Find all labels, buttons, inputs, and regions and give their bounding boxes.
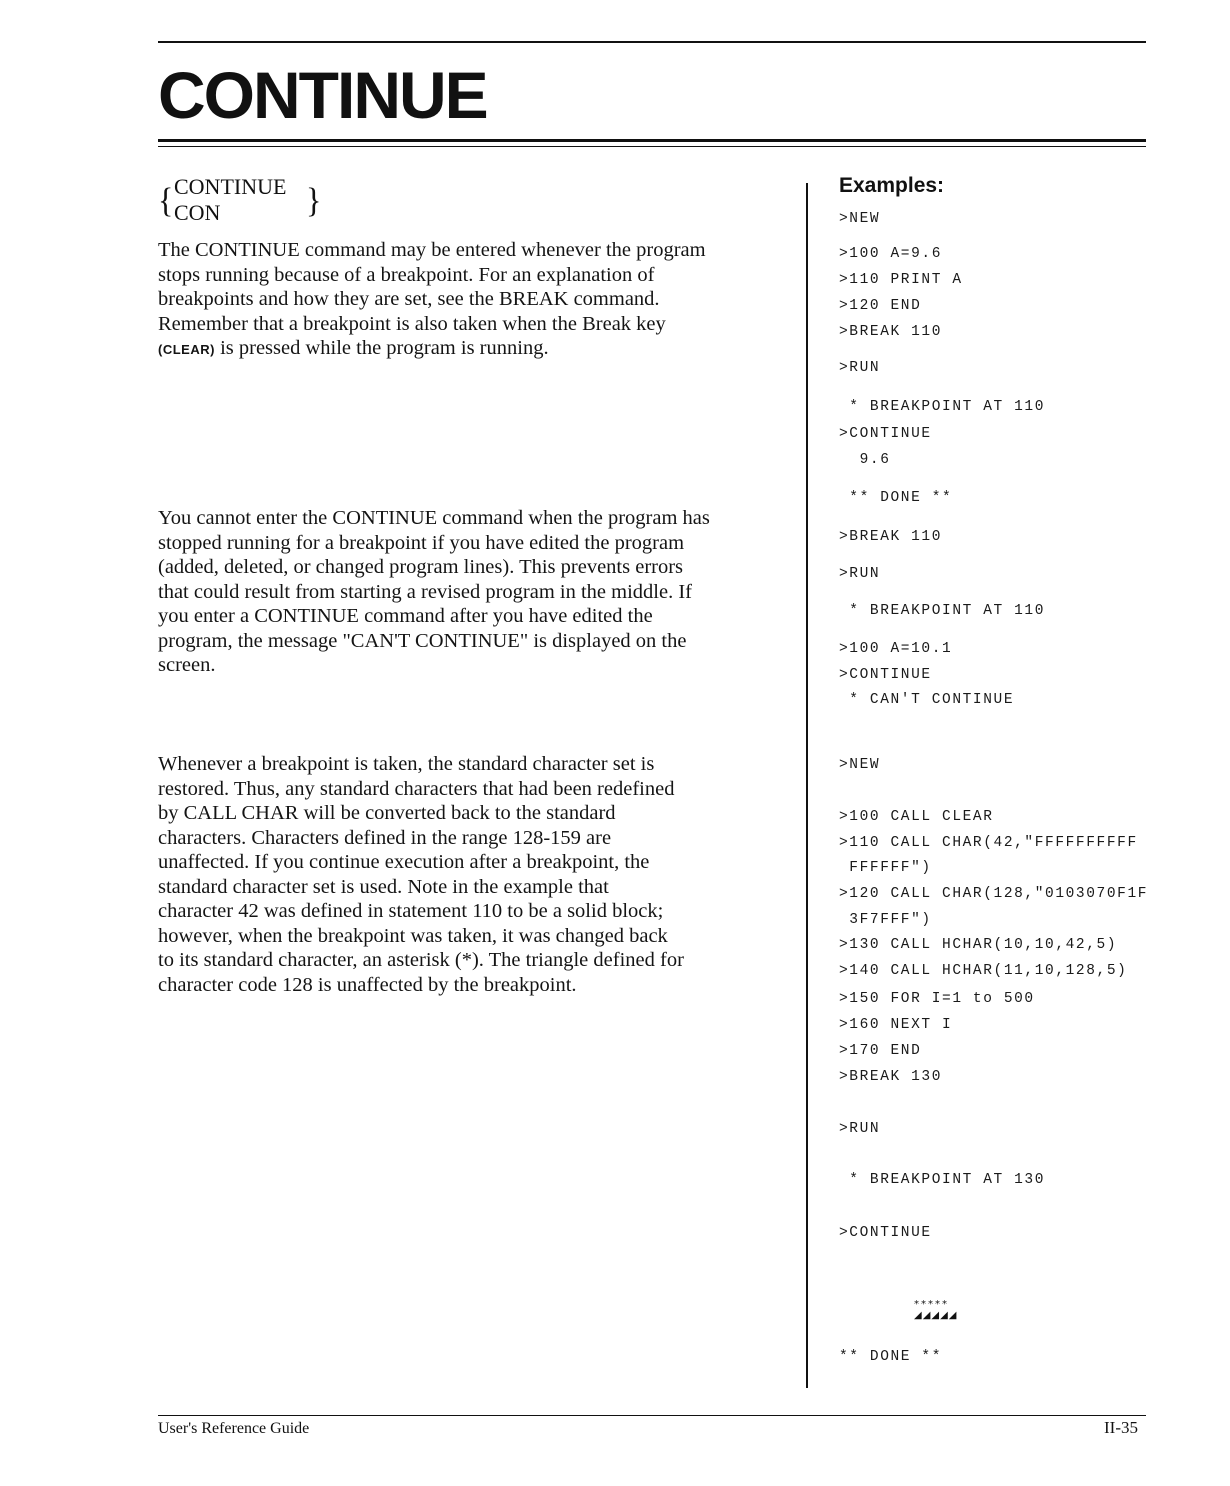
triangle-output-icon: ◢◢◢◢◢ <box>914 1310 958 1321</box>
examples-heading: Examples: <box>839 174 945 197</box>
text-line: is pressed while the program is running. <box>220 337 549 359</box>
code-line: >100 CALL CLEAR <box>839 809 994 825</box>
code-line: >NEW <box>839 757 881 773</box>
text-line: stops running because of a breakpoint. For an explanation of <box>158 263 655 286</box>
text-line: The CONTINUE command may be entered whenever the program <box>158 239 706 261</box>
code-line: * BREAKPOINT AT 110 <box>839 399 1046 415</box>
code-line: >BREAK 110 <box>839 529 943 545</box>
code-line: * CAN'T CONTINUE <box>839 692 1015 708</box>
clear-key-label: (CLEAR) <box>158 342 215 357</box>
paragraph-edit-restriction <box>158 506 796 678</box>
code-line: FFFFFF") <box>839 860 932 876</box>
code-line: >NEW <box>839 211 881 227</box>
top-rule <box>158 41 1146 43</box>
code-line: 9.6 <box>839 452 891 468</box>
code-line: >CONTINUE <box>839 426 932 442</box>
text-line: characters. Characters defined in the range 128-159 are <box>158 826 612 849</box>
syntax-block <box>158 172 328 230</box>
column-divider <box>806 183 808 1388</box>
right-brace-icon: } <box>306 180 322 220</box>
code-line: >BREAK 110 <box>839 324 943 340</box>
paragraph-character-set <box>158 752 796 997</box>
code-line: >140 CALL HCHAR(11,10,128,5) <box>839 963 1128 979</box>
code-line: >120 END <box>839 298 922 314</box>
footer-guide-title: User's Reference Guide <box>158 1420 310 1437</box>
text-line: that could result from starting a revised program in the middle. If <box>158 580 692 603</box>
code-line: >170 END <box>839 1043 922 1059</box>
title-rule-thin <box>158 146 1146 147</box>
text-line: stopped running for a breakpoint if you have edited the program <box>158 531 685 554</box>
text-line: screen. <box>158 654 216 676</box>
syntax-continue: CONTINUE <box>174 174 287 199</box>
code-line: >120 CALL CHAR(128,"0103070F1F <box>839 886 1149 902</box>
code-line: ** DONE ** <box>839 490 953 506</box>
code-line: * BREAKPOINT AT 130 <box>839 1172 1046 1188</box>
code-line: >150 FOR I=1 to 500 <box>839 991 1035 1007</box>
text-line: restored. Thus, any standard characters that had been redefined <box>158 777 675 800</box>
text-line: to its standard character, an asterisk (*). The triangle defined for <box>158 949 684 971</box>
left-brace-icon: { <box>158 180 174 220</box>
code-line: >110 CALL CHAR(42,"FFFFFFFFFF <box>839 835 1138 851</box>
code-line: >CONTINUE <box>839 667 932 683</box>
text-line: program, the message "CAN'T CONTINUE" is displayed on the <box>158 629 687 652</box>
text-line: however, when the breakpoint was taken, it was changed back <box>158 924 668 947</box>
text-line: you enter a CONTINUE command after you have edited the <box>158 605 653 627</box>
text-line: standard character set is used. Note in the example that <box>158 875 609 898</box>
code-line: >160 NEXT I <box>839 1017 953 1033</box>
page-title: CONTINUE <box>158 58 487 132</box>
text-line: breakpoints and how they are set, see the BREAK command. <box>158 288 660 310</box>
text-line: unaffected. If you continue execution after a breakpoint, the <box>158 851 650 873</box>
code-line: >RUN <box>839 566 881 582</box>
code-line: * BREAKPOINT AT 110 <box>839 603 1046 619</box>
text-line: (added, deleted, or changed program lines). This prevents errors <box>158 556 684 578</box>
code-line: 3F7FFF") <box>839 912 932 928</box>
code-line: >110 PRINT A <box>839 272 963 288</box>
code-line: >RUN <box>839 360 881 376</box>
asterisk-output: ***** <box>914 1299 949 1310</box>
text-line: character 42 was defined in statement 110 to be a solid block; <box>158 900 664 922</box>
text-line: character code 128 is unaffected by the breakpoint. <box>158 973 577 996</box>
text-line: You cannot enter the CONTINUE command when the program has <box>158 507 710 529</box>
title-rule <box>158 139 1146 142</box>
code-line: >100 A=10.1 <box>839 641 953 657</box>
text-line: by CALL CHAR will be converted back to the standard <box>158 802 616 824</box>
footer-rule <box>158 1415 1146 1416</box>
code-line: >100 A=9.6 <box>839 246 943 262</box>
syntax-con: CON <box>174 200 221 225</box>
code-line: >130 CALL HCHAR(10,10,42,5) <box>839 937 1118 953</box>
code-line: >CONTINUE <box>839 1225 932 1241</box>
code-line: >BREAK 130 <box>839 1069 943 1085</box>
text-line: Whenever a breakpoint is taken, the standard character set is <box>158 753 655 775</box>
text-line: Remember that a breakpoint is also taken when the Break key <box>158 312 666 335</box>
paragraph-intro <box>158 238 796 363</box>
code-line: >RUN <box>839 1121 881 1137</box>
page-number: II-35 <box>1104 1418 1138 1437</box>
code-line: ** DONE ** <box>839 1349 943 1365</box>
